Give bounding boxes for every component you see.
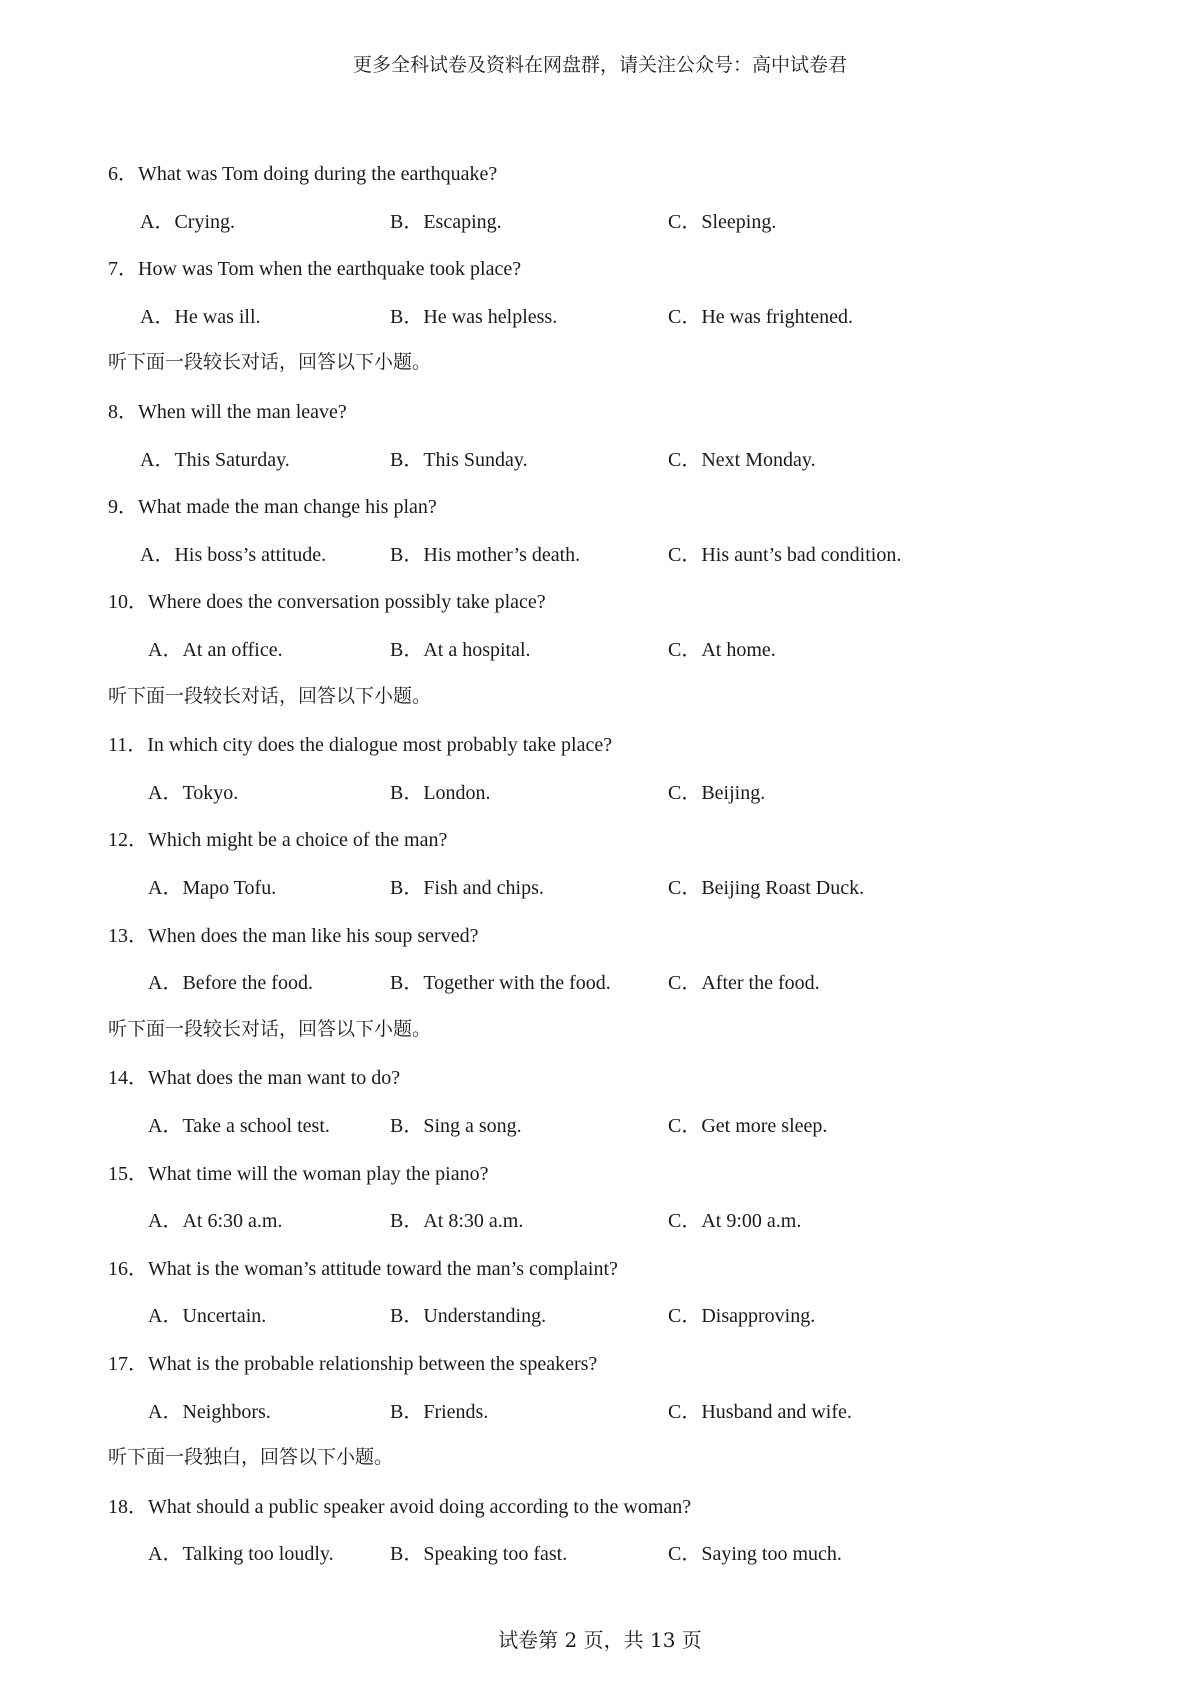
option-c: C．Husband and wife. <box>668 1401 852 1423</box>
option-b: B．His mother’s death. <box>390 544 581 566</box>
option-c: C．Sleeping. <box>668 211 777 233</box>
page-header: 更多全科试卷及资料在网盘群，请关注公众号：高中试卷君 <box>352 54 847 76</box>
question-text: 16．What is the woman’s attitude toward the man’s complaint? <box>108 1258 618 1280</box>
question-text: 11．In which city does the dialogue most probably take place? <box>108 734 613 756</box>
question-text: 8．When will the man leave? <box>108 401 347 423</box>
section-instruction: 听下面一段较长对话，回答以下小题。 <box>108 351 432 373</box>
option-c: C．Beijing Roast Duck. <box>668 877 865 899</box>
option-b: B．Escaping. <box>390 211 502 233</box>
option-c: C．Saying too much. <box>668 1543 842 1565</box>
page-footer: 试卷第 2 页，共 13 页 <box>498 1628 702 1652</box>
option-a: A．At 6:30 a.m. <box>148 1210 283 1232</box>
option-c: C．At 9:00 a.m. <box>668 1210 802 1232</box>
question-text: 12．Which might be a choice of the man? <box>108 829 448 851</box>
option-c: C．Disapproving. <box>668 1305 816 1327</box>
option-a: A．Before the food. <box>148 972 313 994</box>
section-instruction: 听下面一段较长对话，回答以下小题。 <box>108 685 432 707</box>
question-text: 17．What is the probable relationship between the speakers? <box>108 1353 598 1375</box>
option-a: A．Take a school test. <box>148 1115 330 1137</box>
option-b: B．Understanding. <box>390 1305 547 1327</box>
option-c: C．At home. <box>668 639 776 661</box>
section-instruction: 听下面一段独白，回答以下小题。 <box>108 1446 394 1468</box>
option-b: B．Friends. <box>390 1401 489 1423</box>
option-a: A．Neighbors. <box>148 1401 271 1423</box>
option-a: A．At an office. <box>148 639 283 661</box>
option-c: C．His aunt’s bad condition. <box>668 544 902 566</box>
option-c: C．He was frightened. <box>668 306 853 328</box>
option-b: B．He was helpless. <box>390 306 558 328</box>
question-text: 18．What should a public speaker avoid doing according to the woman? <box>108 1496 692 1518</box>
option-a: A．He was ill. <box>140 306 261 328</box>
option-c: C．Get more sleep. <box>668 1115 828 1137</box>
question-text: 13．When does the man like his soup served? <box>108 925 479 947</box>
option-b: B．London. <box>390 782 491 804</box>
option-a: A．Uncertain. <box>148 1305 267 1327</box>
option-b: B．This Sunday. <box>390 449 528 471</box>
option-b: B．Speaking too fast. <box>390 1543 568 1565</box>
option-a: A．Talking too loudly. <box>148 1543 334 1565</box>
option-a: A．His boss’s attitude. <box>140 544 327 566</box>
option-b: B．Together with the food. <box>390 972 611 994</box>
question-text: 10．Where does the conversation possibly take place? <box>108 591 546 613</box>
option-b: B．At a hospital. <box>390 639 531 661</box>
option-c: C．After the food. <box>668 972 820 994</box>
question-text: 9．What made the man change his plan? <box>108 496 437 518</box>
option-b: B．At 8:30 a.m. <box>390 1210 524 1232</box>
option-b: B．Sing a song. <box>390 1115 522 1137</box>
question-text: 6．What was Tom doing during the earthquake? <box>108 163 498 185</box>
question-text: 15．What time will the woman play the piano? <box>108 1163 489 1185</box>
option-a: A．Mapo Tofu. <box>148 877 277 899</box>
section-instruction: 听下面一段较长对话，回答以下小题。 <box>108 1018 432 1040</box>
option-c: C．Next Monday. <box>668 449 816 471</box>
option-c: C．Beijing. <box>668 782 766 804</box>
option-a: A．This Saturday. <box>140 449 290 471</box>
question-text: 7．How was Tom when the earthquake took place? <box>108 258 522 280</box>
option-a: A．Crying. <box>140 211 235 233</box>
question-text: 14．What does the man want to do? <box>108 1067 401 1089</box>
option-b: B．Fish and chips. <box>390 877 544 899</box>
option-a: A．Tokyo. <box>148 782 239 804</box>
